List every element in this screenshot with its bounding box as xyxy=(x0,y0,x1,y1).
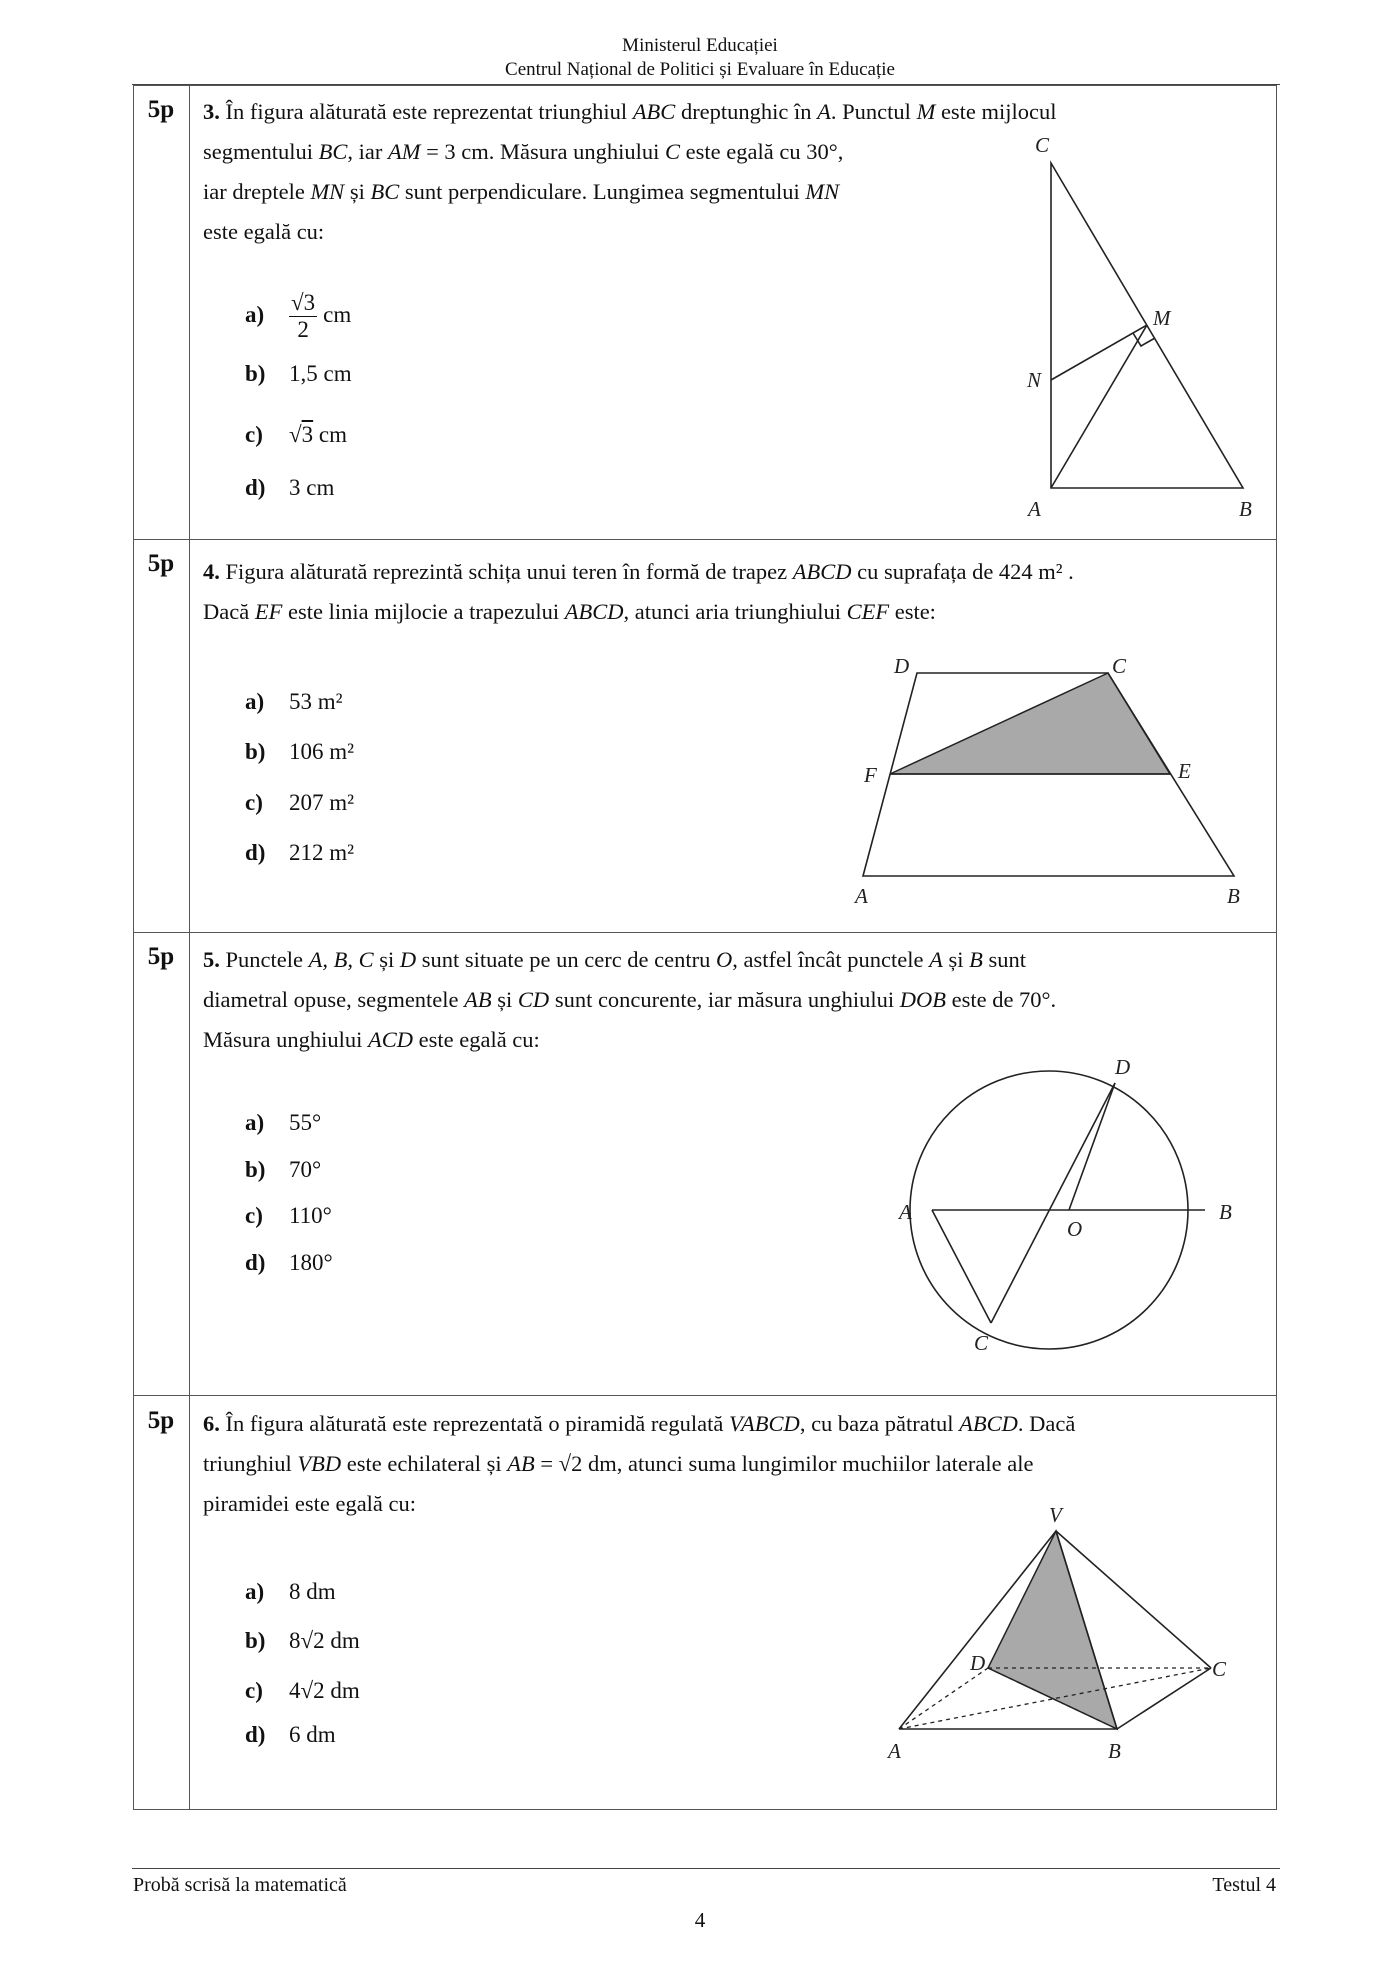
label-e: E xyxy=(1178,759,1191,783)
label-b: B xyxy=(1239,497,1252,521)
answer-option-c[interactable]: c) 110° xyxy=(245,1203,332,1228)
answer-option-c[interactable]: c) 4√2 dm xyxy=(245,1678,360,1703)
answer-option-d[interactable]: d) 180° xyxy=(245,1250,333,1275)
problem-number: 3. xyxy=(203,99,220,124)
label-b: B xyxy=(1108,1739,1121,1763)
stem-line: Măsura unghiului ACD este egală cu: xyxy=(203,1027,540,1052)
label-f: F xyxy=(864,763,877,787)
answer-option-b[interactable]: b) 70° xyxy=(245,1157,322,1182)
stem-line: iar dreptele MN și BC sunt perpendiculare. Lungimea segmentului MN xyxy=(203,179,840,204)
edge-ad-hidden xyxy=(899,1668,988,1729)
header-ministry: Ministerul Educației xyxy=(622,35,778,56)
answer-option-a[interactable]: a) 8 dm xyxy=(245,1579,336,1604)
label-a: A xyxy=(855,884,868,908)
points-badge: 5p xyxy=(147,550,175,577)
edge-bc xyxy=(1117,1668,1211,1729)
footer-subject: Probă scrisă la matematică xyxy=(133,1874,347,1896)
stem-line: triunghiul VBD este echilateral și AB = √2 dm, atunci suma lungimilor muchiilor laterale ale xyxy=(203,1451,1034,1476)
label-c: C xyxy=(1112,654,1127,678)
answer-option-d[interactable]: d) 6 dm xyxy=(245,1722,336,1747)
footer-divider xyxy=(132,1868,1280,1869)
label-a: A xyxy=(888,1739,901,1763)
answer-option-c[interactable]: c) 207 m² xyxy=(245,790,355,815)
answer-option-c[interactable]: c) √3 cm xyxy=(245,422,347,447)
label-o: O xyxy=(1067,1217,1083,1241)
sqrt-sign: √ xyxy=(289,422,302,447)
label-c: C xyxy=(1212,1657,1227,1681)
answer-option-b[interactable]: b) 106 m² xyxy=(245,739,355,764)
answer-option-b[interactable]: b) 8√2 dm xyxy=(245,1628,360,1653)
page-number: 4 xyxy=(694,1908,706,1932)
problem-number: 4. xyxy=(203,559,220,584)
points-badge: 5p xyxy=(147,96,175,123)
problem-number: 6. xyxy=(203,1411,220,1436)
header-center: Centrul Național de Politici și Evaluare în Educație xyxy=(505,59,895,80)
fraction: $\frac{√3}{2}$ xyxy=(291,290,316,342)
answer-option-a[interactable]: a) 55° xyxy=(245,1110,322,1135)
label-d: D xyxy=(1115,1055,1131,1079)
label-d: D xyxy=(894,654,910,678)
label-v: V xyxy=(1049,1503,1062,1527)
label-c: C xyxy=(1035,133,1050,157)
answer-option-b[interactable]: b) 1,5 cm xyxy=(245,361,352,386)
label-b: B xyxy=(1227,884,1240,908)
label-d: D xyxy=(970,1651,986,1675)
points-badge: 5p xyxy=(147,1407,175,1434)
stem-line: 4. Figura alăturată reprezintă schița unui teren în formă de trapez ABCD cu suprafața de 424 m² . xyxy=(203,559,1074,584)
label-a: A xyxy=(899,1200,912,1224)
stem-line: 5. Punctele A, B, C și D sunt situate pe un cerc de centru O, astfel încât punctele A și B sunt xyxy=(203,947,1026,972)
label-n: N xyxy=(1027,368,1042,392)
stem-line: 3. În figura alăturată este reprezentat triunghiul ABC dreptunghic în A. Punctul M este mijlocul xyxy=(203,99,1057,124)
points-badge: 5p xyxy=(147,943,175,970)
footer-test: Testul 4 xyxy=(1212,1874,1276,1896)
label-a: A xyxy=(1028,497,1041,521)
stem-line: 6. În figura alăturată este reprezentată o piramidă regulată VABCD, cu baza pătratul ABCD. Dacă xyxy=(203,1411,1076,1436)
stem-line: diametral opuse, segmentele AB și CD sunt concurente, iar măsura unghiului DOB este de 70°. xyxy=(203,987,1057,1012)
answer-option-a[interactable]: a) 53 m² xyxy=(245,689,343,714)
triangle-vbd-shaded xyxy=(988,1531,1117,1729)
stem-line: piramidei este egală cu: xyxy=(203,1491,417,1516)
label-m: M xyxy=(1153,306,1171,330)
stem-line: Dacă EF este linia mijlocie a trapezului ABCD, atunci aria triunghiului CEF este: xyxy=(203,599,936,624)
problem-number: 5. xyxy=(203,947,220,972)
stem-line: segmentului BC, iar AM = 3 cm. Măsura unghiului C este egală cu 30°, xyxy=(203,139,844,164)
label-c: C xyxy=(974,1331,989,1355)
answer-option-d[interactable]: d) 3 cm xyxy=(245,475,335,500)
stem-line: este egală cu: xyxy=(203,219,325,244)
answer-option-a[interactable]: a) $\frac{√3}{2}$ cm xyxy=(245,290,352,342)
answer-option-d[interactable]: d) 212 m² xyxy=(245,840,355,865)
label-b: B xyxy=(1219,1200,1232,1224)
